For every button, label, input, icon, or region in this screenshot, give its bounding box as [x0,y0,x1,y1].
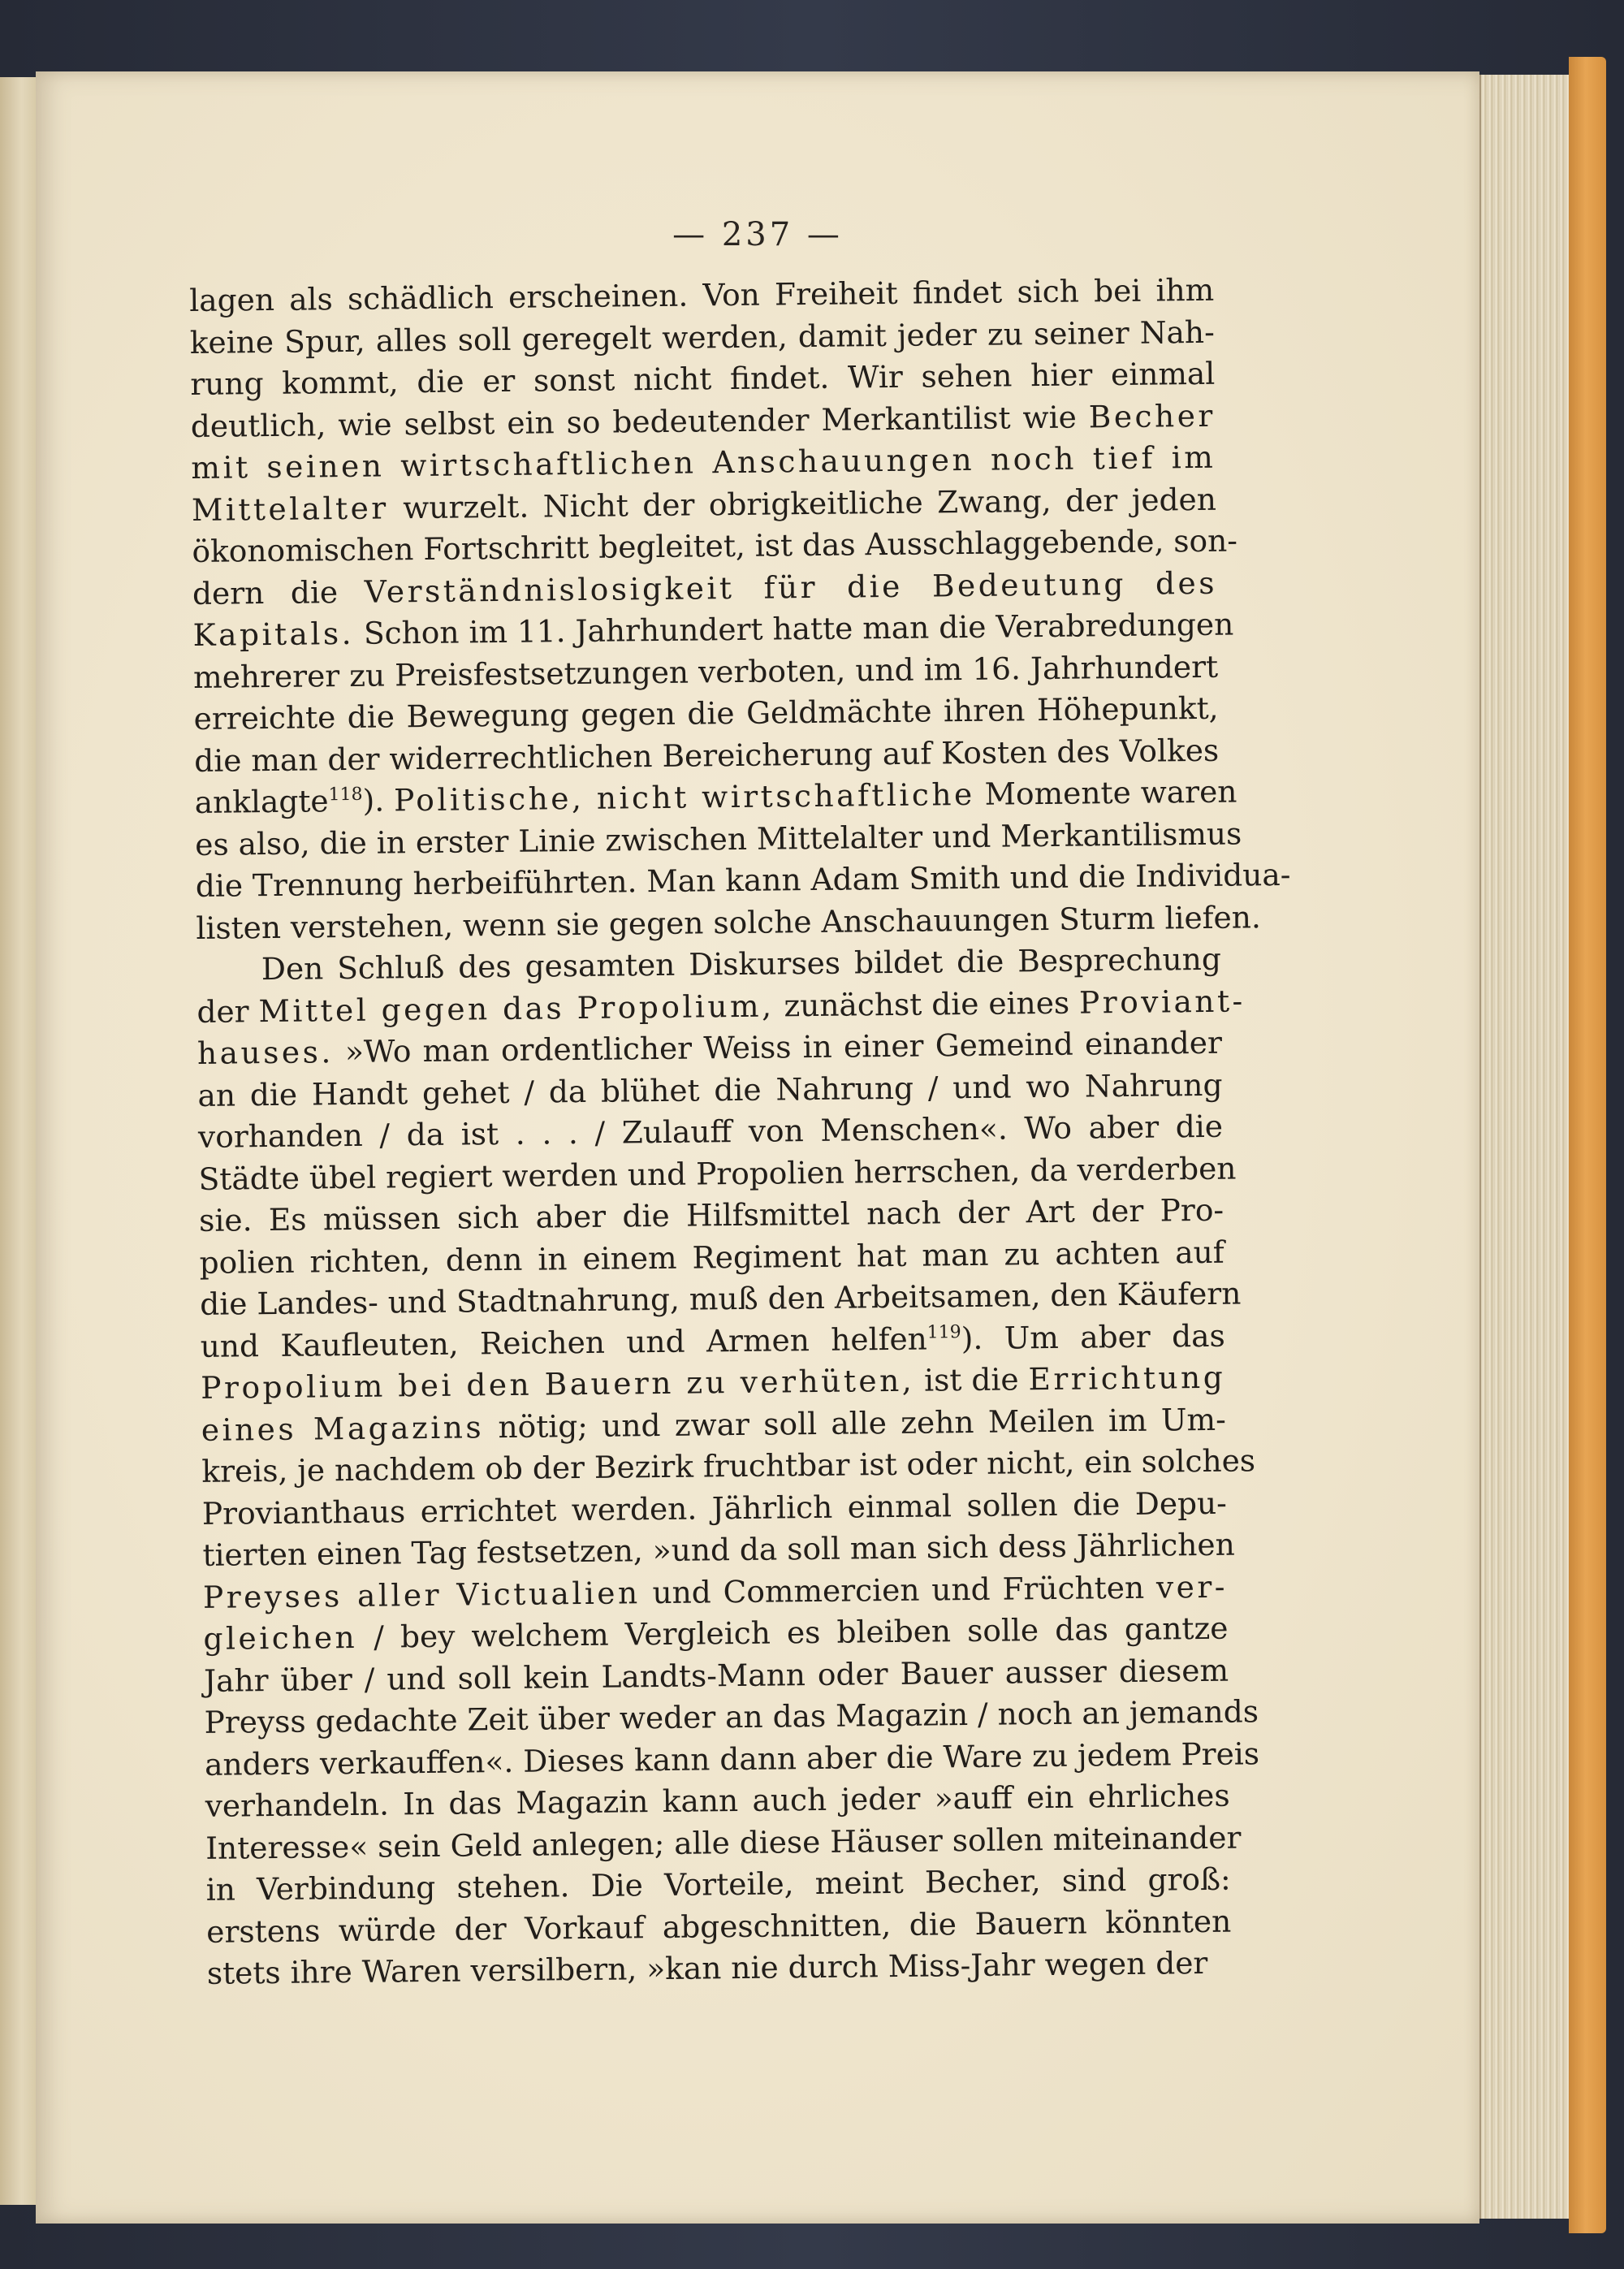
text-run: rung kommt, die er sonst nicht findet. Wir sehen hier einmal [190,355,1216,402]
text-run: polien richten, denn in einem Regiment hat man zu achten auf [199,1234,1224,1281]
text-run: erstens würde der Vorkauf abgeschnitten, die Bauern könnten [206,1903,1232,1950]
emphasized-text: ver- [1155,1568,1229,1606]
text-run: und Commercien und Früchten [640,1569,1157,1610]
text-run: die man der widerrechtlichen Bereicherung auf Kosten des Volkes [193,732,1220,779]
text-run: keine Spur, alles soll geregelt werden, damit jeder zu seiner Nah- [189,313,1215,361]
text-run: Momente waren [974,773,1237,812]
text-run: zunächst die eines [774,984,1080,1024]
emphasized-text: Mittelalter [191,489,389,528]
text-run: die Trennung herbeiführten. Man kann Adam Smith und die Individua- [195,856,1291,904]
text-run: Interesse« sein Geld anlegen; alle diese Häuser sollen miteinander [205,1819,1242,1866]
text-run: sie. Es müssen sich aber die Hilfsmittel nach der Art der Pro- [198,1191,1224,1238]
text-run: nötig; und zwar soll alle zehn Meilen im Um- [483,1401,1226,1445]
text-run: ). [362,782,395,819]
text-run: wurzelt. Nicht der obrigkeitliche Zwang, der jeden [388,481,1217,525]
emphasized-text: Verständnislosigkeit für die Bedeutung des [364,564,1218,610]
facing-page-edge [0,77,37,2205]
emphasized-text: eines Magazins [201,1408,485,1448]
emphasized-text: gleichen [203,1619,358,1657]
text-run: stets ihre Waren versilbern, »kan nie durch Miss-Jahr wegen der [206,1944,1208,1991]
page-block-edges [1479,75,1570,2219]
footnote-ref: 118 [328,784,363,806]
text-run: lagen als schädlich erscheinen. Von Freiheit findet sich bei ihm [189,271,1215,318]
text-run: »Wo man ordentlicher Weiss in einer Gemeind einander [333,1024,1223,1070]
text-run: in Verbindung stehen. Die Vorteile, meint Becher, sind groß: [205,1861,1231,1908]
emphasized-text: Propolium bei den Bauern zu verhüten, [201,1362,915,1406]
text-run: Provianthaus errichtet werden. Jährlich einmal sollen die Depu- [201,1485,1228,1532]
text-run: anders verkauffen«. Dieses kann dann aber die Ware zu jedem Preis [204,1735,1260,1783]
emphasized-text: Proviant- [1078,982,1246,1021]
text-run: anklagte [194,783,329,820]
emphasized-text: Preyses aller Victualien [202,1574,641,1615]
page-number-header: — 237 — [672,216,843,253]
text-run: Schon im 11. Jahrhundert hatte man die Verabredungen [353,606,1234,651]
text-run: kreis, je nachdem ob der Bezirk fruchtbar ist oder nicht, ein solches [201,1442,1256,1489]
emphasized-text: hauses. [197,1034,334,1071]
text-run: mehrerer zu Preisfestsetzungen verboten, und im 16. Jahrhundert [192,648,1219,695]
text-run: listen verstehen, wenn sie gegen solche Anschauungen Sturm liefen. [196,898,1261,946]
body-text [189,270,1291,1995]
text-run: Preyss gedachte Zeit über weder an das Magazin / noch an jemands [204,1693,1259,1740]
text-run: an die Handt gehet / da blühet die Nahrung / und wo Nahrung [197,1066,1223,1113]
text-run: verhandeln. In das Magazin kann auch jeder »auff ein ehrliches [205,1777,1230,1824]
text-run: die Landes- und Stadtnahrung, muß den Arbeitsamen, den Käufern [199,1275,1242,1322]
text-run: ökonomischen Fortschritt begleitet, ist das Ausschlaggebende, son- [192,522,1238,569]
text-run: ist die [914,1361,1029,1398]
emphasized-text: Becher [1088,397,1216,434]
emphasized-text: mit seinen wirtschaftlichen Anschauungen noch tief im [191,439,1216,486]
text-run: deutlich, wie selbst ein so bedeutender Merkantilist wie [190,398,1090,444]
text-run: dern die [192,573,365,612]
text-run: / bey welchem Vergleich es bleiben solle das gantze [356,1610,1229,1655]
text-run: und Kaufleuten, Reichen und Armen helfen [200,1320,928,1364]
emphasized-text: Errichtung [1028,1359,1226,1398]
emphasized-text: Politische, nicht wirtschaftliche [393,776,975,819]
footnote-ref: 119 [926,1321,961,1343]
text-run: der [197,992,259,1030]
book-cover-edge [1569,57,1606,2233]
text-run: tierten einen Tag festsetzen, »und da soll man sich dess Jährlichen [202,1526,1235,1573]
text-run: erreichte die Bewegung gegen die Geldmächte ihren Höhepunkt, [193,689,1219,737]
text-run: Den Schluß des gesamten Diskurses bildet die Besprechung [261,940,1222,988]
emphasized-text: Kapitals. [192,615,355,653]
text-run: Jahr über / und soll kein Landts-Mann oder Bauer ausser diesem [203,1652,1229,1699]
text-run: Städte übel regiert werden und Propolien herrschen, da verderben [198,1150,1237,1197]
emphasized-text: Mittel gegen das Propolium, [258,988,775,1029]
text-run: vorhanden / da ist . . . / Zulauff von Menschen«. Wo aber die [197,1108,1224,1155]
text-run: ). Um aber das [961,1317,1225,1356]
text-run: es also, die in erster Linie zwischen Mittelalter und Merkantilismus [195,815,1242,862]
